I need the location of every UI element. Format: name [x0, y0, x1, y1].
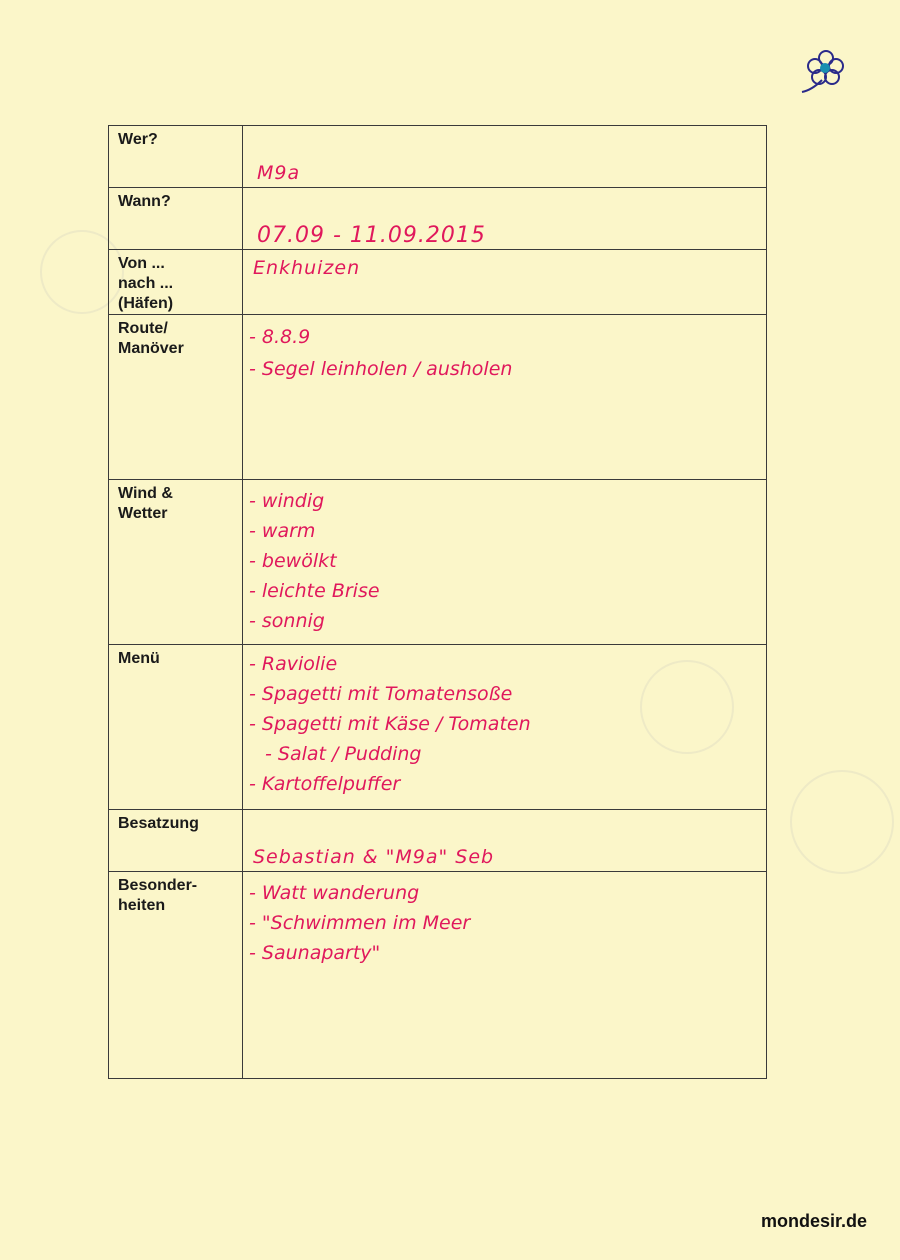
list-item: - bewölkt	[249, 546, 766, 576]
table-row	[109, 872, 767, 1079]
row-value-haefen	[243, 250, 767, 315]
list-item: - Segel leinholen / ausholen	[249, 353, 766, 385]
paper-stain	[790, 770, 894, 874]
list-item: - windig	[249, 486, 766, 516]
handwritten-date: 07.09 - 11.09.2015	[257, 223, 486, 248]
table-row	[109, 645, 767, 810]
table-row	[109, 480, 767, 645]
list-item: - Spagetti mit Käse / Tomaten	[249, 709, 766, 739]
row-value-besatzung	[243, 810, 767, 872]
handwritten-crew: Sebastian & "M9a" Seb	[253, 846, 495, 868]
row-value-besonderheiten	[243, 872, 767, 1079]
logbook-table	[108, 125, 767, 1079]
weather-list	[243, 480, 766, 636]
specials-list	[243, 872, 766, 968]
row-label-besonderheiten: Besonder- heiten	[109, 872, 243, 1079]
row-value-wer	[243, 126, 767, 188]
site-watermark: mondesir.de	[760, 1211, 867, 1231]
list-item: - 8.8.9	[249, 321, 766, 353]
handwritten-harbour: Enkhuizen	[253, 257, 361, 279]
list-item: - Salat / Pudding	[249, 739, 766, 769]
handwritten-name: M9a	[257, 162, 301, 184]
table-row	[109, 810, 767, 872]
row-label-wann: Wann?	[109, 188, 243, 250]
row-value-wetter	[243, 480, 767, 645]
row-label-haefen: Von ... nach ... (Häfen)	[109, 250, 243, 315]
list-item: - sonnig	[249, 606, 766, 636]
table-row	[109, 126, 767, 188]
list-item: - Spagetti mit Tomatensoße	[249, 679, 766, 709]
table-row	[109, 315, 767, 480]
row-label-menue: Menü	[109, 645, 243, 810]
row-value-wann	[243, 188, 767, 250]
route-list	[243, 315, 766, 385]
list-item: - Watt wanderung	[249, 878, 766, 908]
row-label-wetter: Wind & Wetter	[109, 480, 243, 645]
list-item: - Raviolie	[249, 649, 766, 679]
table-row	[109, 250, 767, 315]
list-item: - Kartoffelpuffer	[249, 769, 766, 799]
menu-list	[243, 645, 766, 799]
row-label-route: Route/ Manöver	[109, 315, 243, 480]
list-item: - "Schwimmen im Meer	[249, 908, 766, 938]
flower-icon	[798, 42, 854, 98]
row-label-wer: Wer?	[109, 126, 243, 188]
row-value-route	[243, 315, 767, 480]
row-label-besatzung: Besatzung	[109, 810, 243, 872]
table-row	[109, 188, 767, 250]
list-item: - leichte Brise	[249, 576, 766, 606]
list-item: - Saunaparty"	[249, 938, 766, 968]
row-value-menue	[243, 645, 767, 810]
list-item: - warm	[249, 516, 766, 546]
